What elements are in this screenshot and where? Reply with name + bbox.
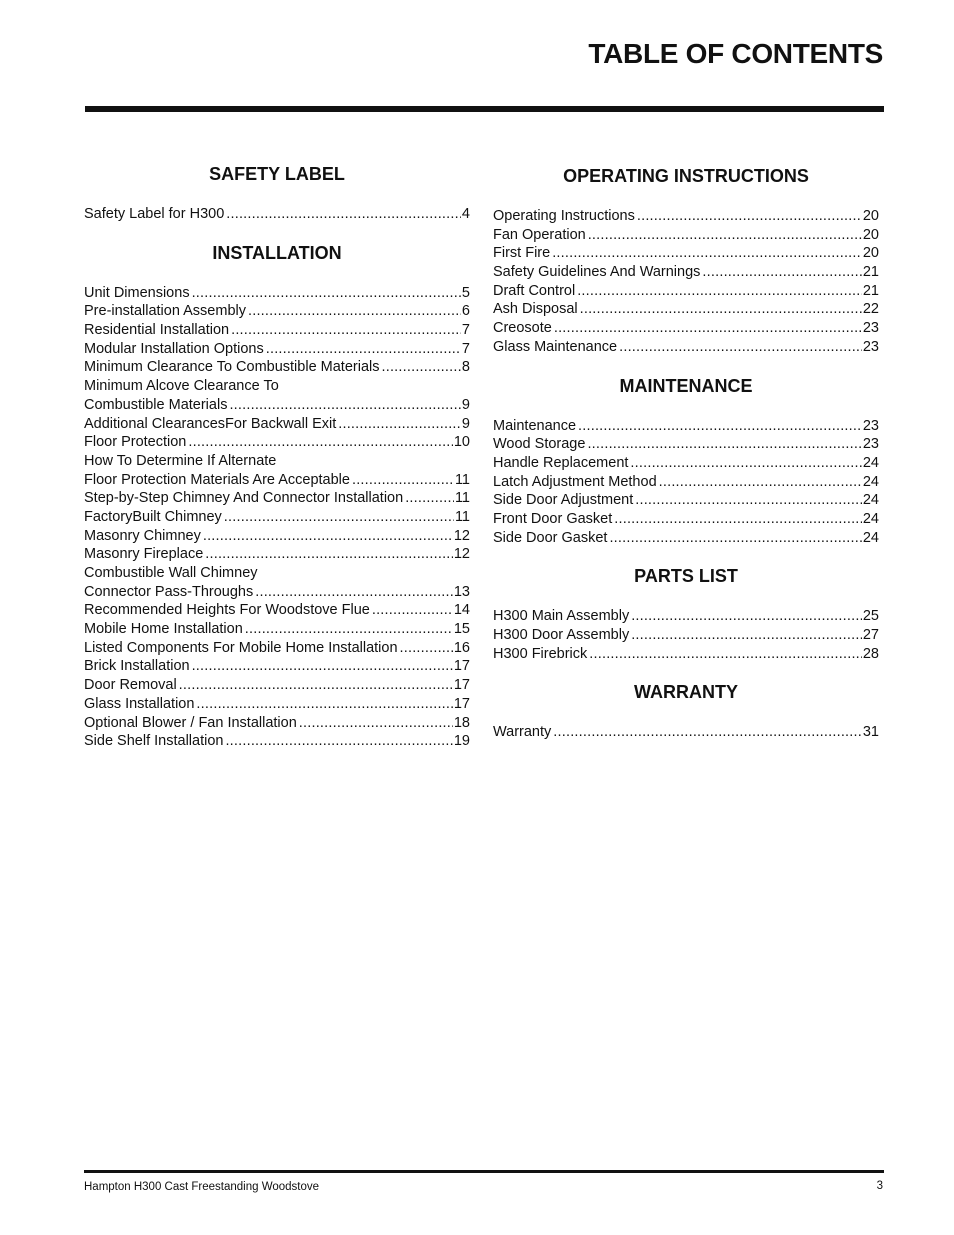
- toc-section: [84, 163, 470, 224]
- section-title: PARTS LIST: [634, 566, 738, 587]
- toc-entry-page: 21: [862, 282, 879, 299]
- toc-entry-label: Additional ClearancesFor Backwall Exit: [84, 415, 337, 432]
- toc-entry[interactable]: [84, 732, 470, 751]
- toc-entry-page: 17: [453, 695, 470, 712]
- toc-entry-page: 23: [862, 338, 879, 355]
- toc-entry[interactable]: [493, 282, 879, 301]
- toc-entry-label: Floor Protection Materials Are Acceptable: [84, 471, 350, 488]
- toc-right-column: [493, 165, 879, 760]
- toc-entry-page: 17: [453, 677, 470, 694]
- toc-entry-page: 21: [862, 264, 879, 281]
- dot-leader: [580, 300, 862, 319]
- toc-entry-label: Door Removal: [84, 677, 177, 694]
- toc-entry-label: Step-by-Step Chimney And Connector Installation: [84, 490, 404, 507]
- toc-entry[interactable]: [84, 564, 470, 583]
- toc-entry-label: Pre-installation Assembly: [84, 303, 246, 320]
- dot-leader: [631, 626, 862, 645]
- toc-entry-label: Brick Installation: [84, 658, 190, 675]
- dot-leader: [614, 510, 862, 529]
- dot-leader: [577, 282, 862, 301]
- toc-entry-page: 16: [453, 639, 470, 656]
- toc-section: [493, 681, 879, 742]
- toc-entry-page: 9: [461, 396, 470, 413]
- toc-entry[interactable]: [493, 645, 879, 664]
- toc-entry-page: 8: [461, 359, 470, 376]
- dot-leader: [203, 527, 453, 546]
- toc-entry-page: 23: [862, 320, 879, 337]
- toc-section: [493, 565, 879, 663]
- toc-entry[interactable]: [493, 435, 879, 454]
- toc-entry[interactable]: [84, 452, 470, 471]
- dot-leader: [224, 508, 454, 527]
- toc-entry-page: 24: [862, 473, 879, 490]
- toc-entry-label: H300 Door Assembly: [493, 627, 630, 643]
- toc-entry[interactable]: [493, 626, 879, 645]
- dot-leader: [372, 601, 453, 620]
- toc-entry[interactable]: [493, 417, 879, 436]
- dot-leader: [338, 415, 461, 434]
- toc-entry-label: Residential Installation: [84, 322, 230, 339]
- toc-entry-label: Minimum Clearance To Combustible Materials: [84, 359, 380, 376]
- page-title: TABLE OF CONTENTS: [588, 38, 883, 69]
- toc-entry-label: Glass Maintenance: [493, 338, 618, 355]
- toc-entry[interactable]: [84, 545, 470, 564]
- dot-leader: [205, 545, 453, 564]
- toc-entry-page: 6: [461, 303, 470, 320]
- toc-entry-label: Front Door Gasket: [493, 510, 613, 527]
- toc-entry[interactable]: [493, 491, 879, 510]
- toc-entry-label: Latch Adjustment Method: [493, 473, 657, 490]
- section-title: MAINTENANCE: [619, 375, 753, 396]
- dot-leader: [587, 435, 861, 454]
- toc-entry-page: 24: [862, 492, 879, 509]
- toc-entry-page: 11: [454, 471, 470, 488]
- toc-entry-page: 9: [461, 415, 470, 432]
- dot-leader: [226, 205, 461, 224]
- toc-section: [493, 165, 879, 357]
- toc-entry-label: Maintenance: [493, 417, 577, 434]
- toc-entry-page: 11: [454, 490, 470, 507]
- toc-entry-label: FactoryBuilt Chimney: [84, 508, 222, 525]
- toc-entry[interactable]: [84, 415, 470, 434]
- dot-leader: [637, 207, 862, 226]
- toc-entry-label: Listed Components For Mobile Home Installation: [84, 639, 398, 656]
- toc-entry[interactable]: [493, 454, 879, 473]
- toc-entry[interactable]: [84, 676, 470, 695]
- dot-leader: [589, 645, 862, 664]
- toc-entry[interactable]: [493, 473, 879, 492]
- dot-leader: [248, 302, 461, 321]
- toc-entry-label: Modular Installation Options: [84, 340, 264, 357]
- section-title: SAFETY LABEL: [209, 164, 345, 184]
- toc-entry[interactable]: [84, 639, 470, 658]
- toc-entry[interactable]: [493, 529, 879, 548]
- dot-leader: [299, 714, 453, 733]
- dot-leader: [630, 454, 861, 473]
- toc-entry[interactable]: [493, 207, 879, 226]
- toc-entry-label: Operating Instructions: [493, 208, 635, 224]
- toc-entry[interactable]: [84, 396, 470, 415]
- toc-entry-page: 31: [862, 724, 879, 741]
- toc-entry-label: Side Door Adjustment: [493, 492, 634, 509]
- toc-entry[interactable]: [84, 321, 470, 340]
- toc-entry-label: Side Door Gasket: [493, 529, 608, 546]
- toc-entry[interactable]: [84, 695, 470, 714]
- footer-page-number: 3: [876, 1180, 883, 1192]
- toc-entry[interactable]: [493, 300, 879, 319]
- toc-entry-page: 4: [461, 206, 470, 222]
- toc-entry[interactable]: [84, 302, 470, 321]
- toc-entry-label: Safety Label for H300: [84, 206, 225, 222]
- toc-entry-page: 10: [453, 434, 470, 451]
- toc-entry-label: Connector Pass-Throughs: [84, 583, 254, 600]
- toc-entry[interactable]: [493, 510, 879, 529]
- dot-leader: [229, 396, 460, 415]
- toc-entry-page: 24: [862, 510, 879, 527]
- dot-leader: [619, 338, 862, 357]
- toc-entry-label: H300 Main Assembly: [493, 608, 630, 625]
- toc-entry[interactable]: [493, 263, 879, 282]
- toc-entry-label: Masonry Chimney: [84, 527, 201, 544]
- toc-left-column: [84, 163, 470, 769]
- toc-entry[interactable]: [493, 607, 879, 626]
- toc-entry-page: 13: [453, 583, 470, 600]
- toc-entry-label: Handle Replacement: [493, 454, 629, 471]
- toc-entry[interactable]: [84, 433, 470, 452]
- toc-entry[interactable]: [84, 340, 470, 359]
- toc-entry[interactable]: [84, 377, 470, 396]
- dot-leader: [352, 471, 454, 490]
- toc-entry[interactable]: [84, 508, 470, 527]
- toc-entry[interactable]: [84, 471, 470, 490]
- toc-entry[interactable]: [84, 205, 470, 224]
- dot-leader: [255, 583, 453, 602]
- toc-section: [84, 242, 470, 751]
- footer-title: Hampton H300 Cast Freestanding Woodstove: [84, 1181, 320, 1193]
- toc-entry-label: Draft Control: [493, 282, 576, 299]
- bottom-divider: [84, 1170, 884, 1173]
- toc-entry[interactable]: [84, 527, 470, 546]
- dot-leader: [635, 491, 862, 510]
- toc-entry-label: Creosote: [493, 320, 552, 337]
- toc-entry-label: Unit Dimensions: [84, 284, 190, 301]
- toc-entry-label: Mobile Home Installation: [84, 621, 243, 638]
- toc-entry-page: 23: [862, 436, 879, 453]
- toc-entry-label: Side Shelf Installation: [84, 733, 224, 750]
- dot-leader: [552, 244, 862, 263]
- toc-entry-page: 22: [862, 301, 879, 318]
- dot-leader: [266, 340, 461, 359]
- toc-entry-page: 20: [862, 208, 879, 224]
- toc-entry[interactable]: [493, 319, 879, 338]
- toc-entry-page: 28: [862, 645, 879, 662]
- toc-entry-label: How To Determine If Alternate: [84, 452, 277, 469]
- toc-entry-label: Safety Guidelines And Warnings: [493, 264, 701, 281]
- toc-section: [493, 375, 879, 548]
- toc-entry-label: Combustible Wall Chimney: [84, 565, 258, 581]
- toc-entry-label: H300 Firebrick: [493, 645, 588, 662]
- toc-entry-page: 14: [453, 602, 470, 619]
- toc-entry-page: 17: [453, 658, 470, 675]
- dot-leader: [702, 263, 861, 282]
- toc-entry-page: 25: [862, 608, 879, 625]
- toc-entry[interactable]: [84, 714, 470, 733]
- toc-entry-label: Masonry Fireplace: [84, 546, 204, 563]
- dot-leader: [609, 529, 861, 548]
- toc-entry-page: 5: [461, 284, 470, 301]
- dot-leader: [631, 607, 862, 626]
- dot-leader: [588, 226, 862, 245]
- toc-entry-label: Warranty: [493, 724, 552, 741]
- dot-leader: [192, 657, 453, 676]
- toc-entry-label: Recommended Heights For Woodstove Flue: [84, 602, 370, 619]
- top-divider: [85, 106, 884, 112]
- toc-entry-label: Glass Installation: [84, 695, 195, 712]
- toc-entry-page: 18: [453, 714, 470, 731]
- section-title: INSTALLATION: [212, 242, 342, 263]
- dot-leader: [578, 417, 862, 436]
- toc-entry[interactable]: [493, 723, 879, 742]
- toc-entry-page: 27: [862, 627, 879, 643]
- toc-entry-label: Optional Blower / Fan Installation: [84, 714, 297, 731]
- toc-entry-label: Minimum Alcove Clearance To: [84, 378, 279, 395]
- toc-entry[interactable]: [84, 657, 470, 676]
- dot-leader: [405, 489, 454, 508]
- toc-entry[interactable]: [84, 358, 470, 377]
- dot-leader: [245, 620, 453, 639]
- dot-leader: [188, 433, 453, 452]
- toc-entry-label: Fan Operation: [493, 226, 586, 243]
- dot-leader: [179, 676, 453, 695]
- dot-leader: [553, 723, 862, 742]
- dot-leader: [381, 358, 460, 377]
- toc-entry-page: 7: [461, 340, 470, 357]
- toc-entry[interactable]: [84, 583, 470, 602]
- toc-entry-page: 15: [453, 621, 470, 638]
- dot-leader: [225, 732, 452, 751]
- toc-entry-label: Ash Disposal: [493, 301, 578, 318]
- toc-entry-label: First Fire: [493, 245, 551, 262]
- section-title: OPERATING INSTRUCTIONS: [563, 166, 809, 186]
- toc-entry-page: 23: [862, 417, 879, 434]
- dot-leader: [196, 695, 452, 714]
- toc-entry-page: 11: [454, 508, 470, 525]
- toc-entry[interactable]: [84, 620, 470, 639]
- toc-entry-page: 24: [862, 454, 879, 471]
- dot-leader: [192, 284, 461, 303]
- toc-entry[interactable]: [493, 338, 879, 357]
- toc-entry-page: 12: [453, 546, 470, 563]
- toc-entry-page: 7: [461, 322, 470, 339]
- toc-entry-page: 12: [453, 527, 470, 544]
- dot-leader: [400, 639, 453, 658]
- toc-entry-page: 19: [453, 733, 470, 750]
- dot-leader: [231, 321, 461, 340]
- toc-entry[interactable]: [493, 244, 879, 263]
- toc-entry[interactable]: [84, 601, 470, 620]
- toc-entry-page: 20: [862, 226, 879, 243]
- toc-entry-page: 20: [862, 245, 879, 262]
- toc-entry-page: 24: [862, 529, 879, 546]
- dot-leader: [659, 473, 862, 492]
- toc-entry[interactable]: [84, 489, 470, 508]
- dot-leader: [554, 319, 862, 338]
- toc-entry[interactable]: [493, 226, 879, 245]
- section-title: WARRANTY: [634, 682, 738, 703]
- toc-entry[interactable]: [84, 284, 470, 303]
- toc-entry-label: Combustible Materials: [84, 396, 228, 413]
- toc-entry-label: Floor Protection: [84, 434, 187, 451]
- toc-entry-label: Wood Storage: [493, 436, 586, 453]
